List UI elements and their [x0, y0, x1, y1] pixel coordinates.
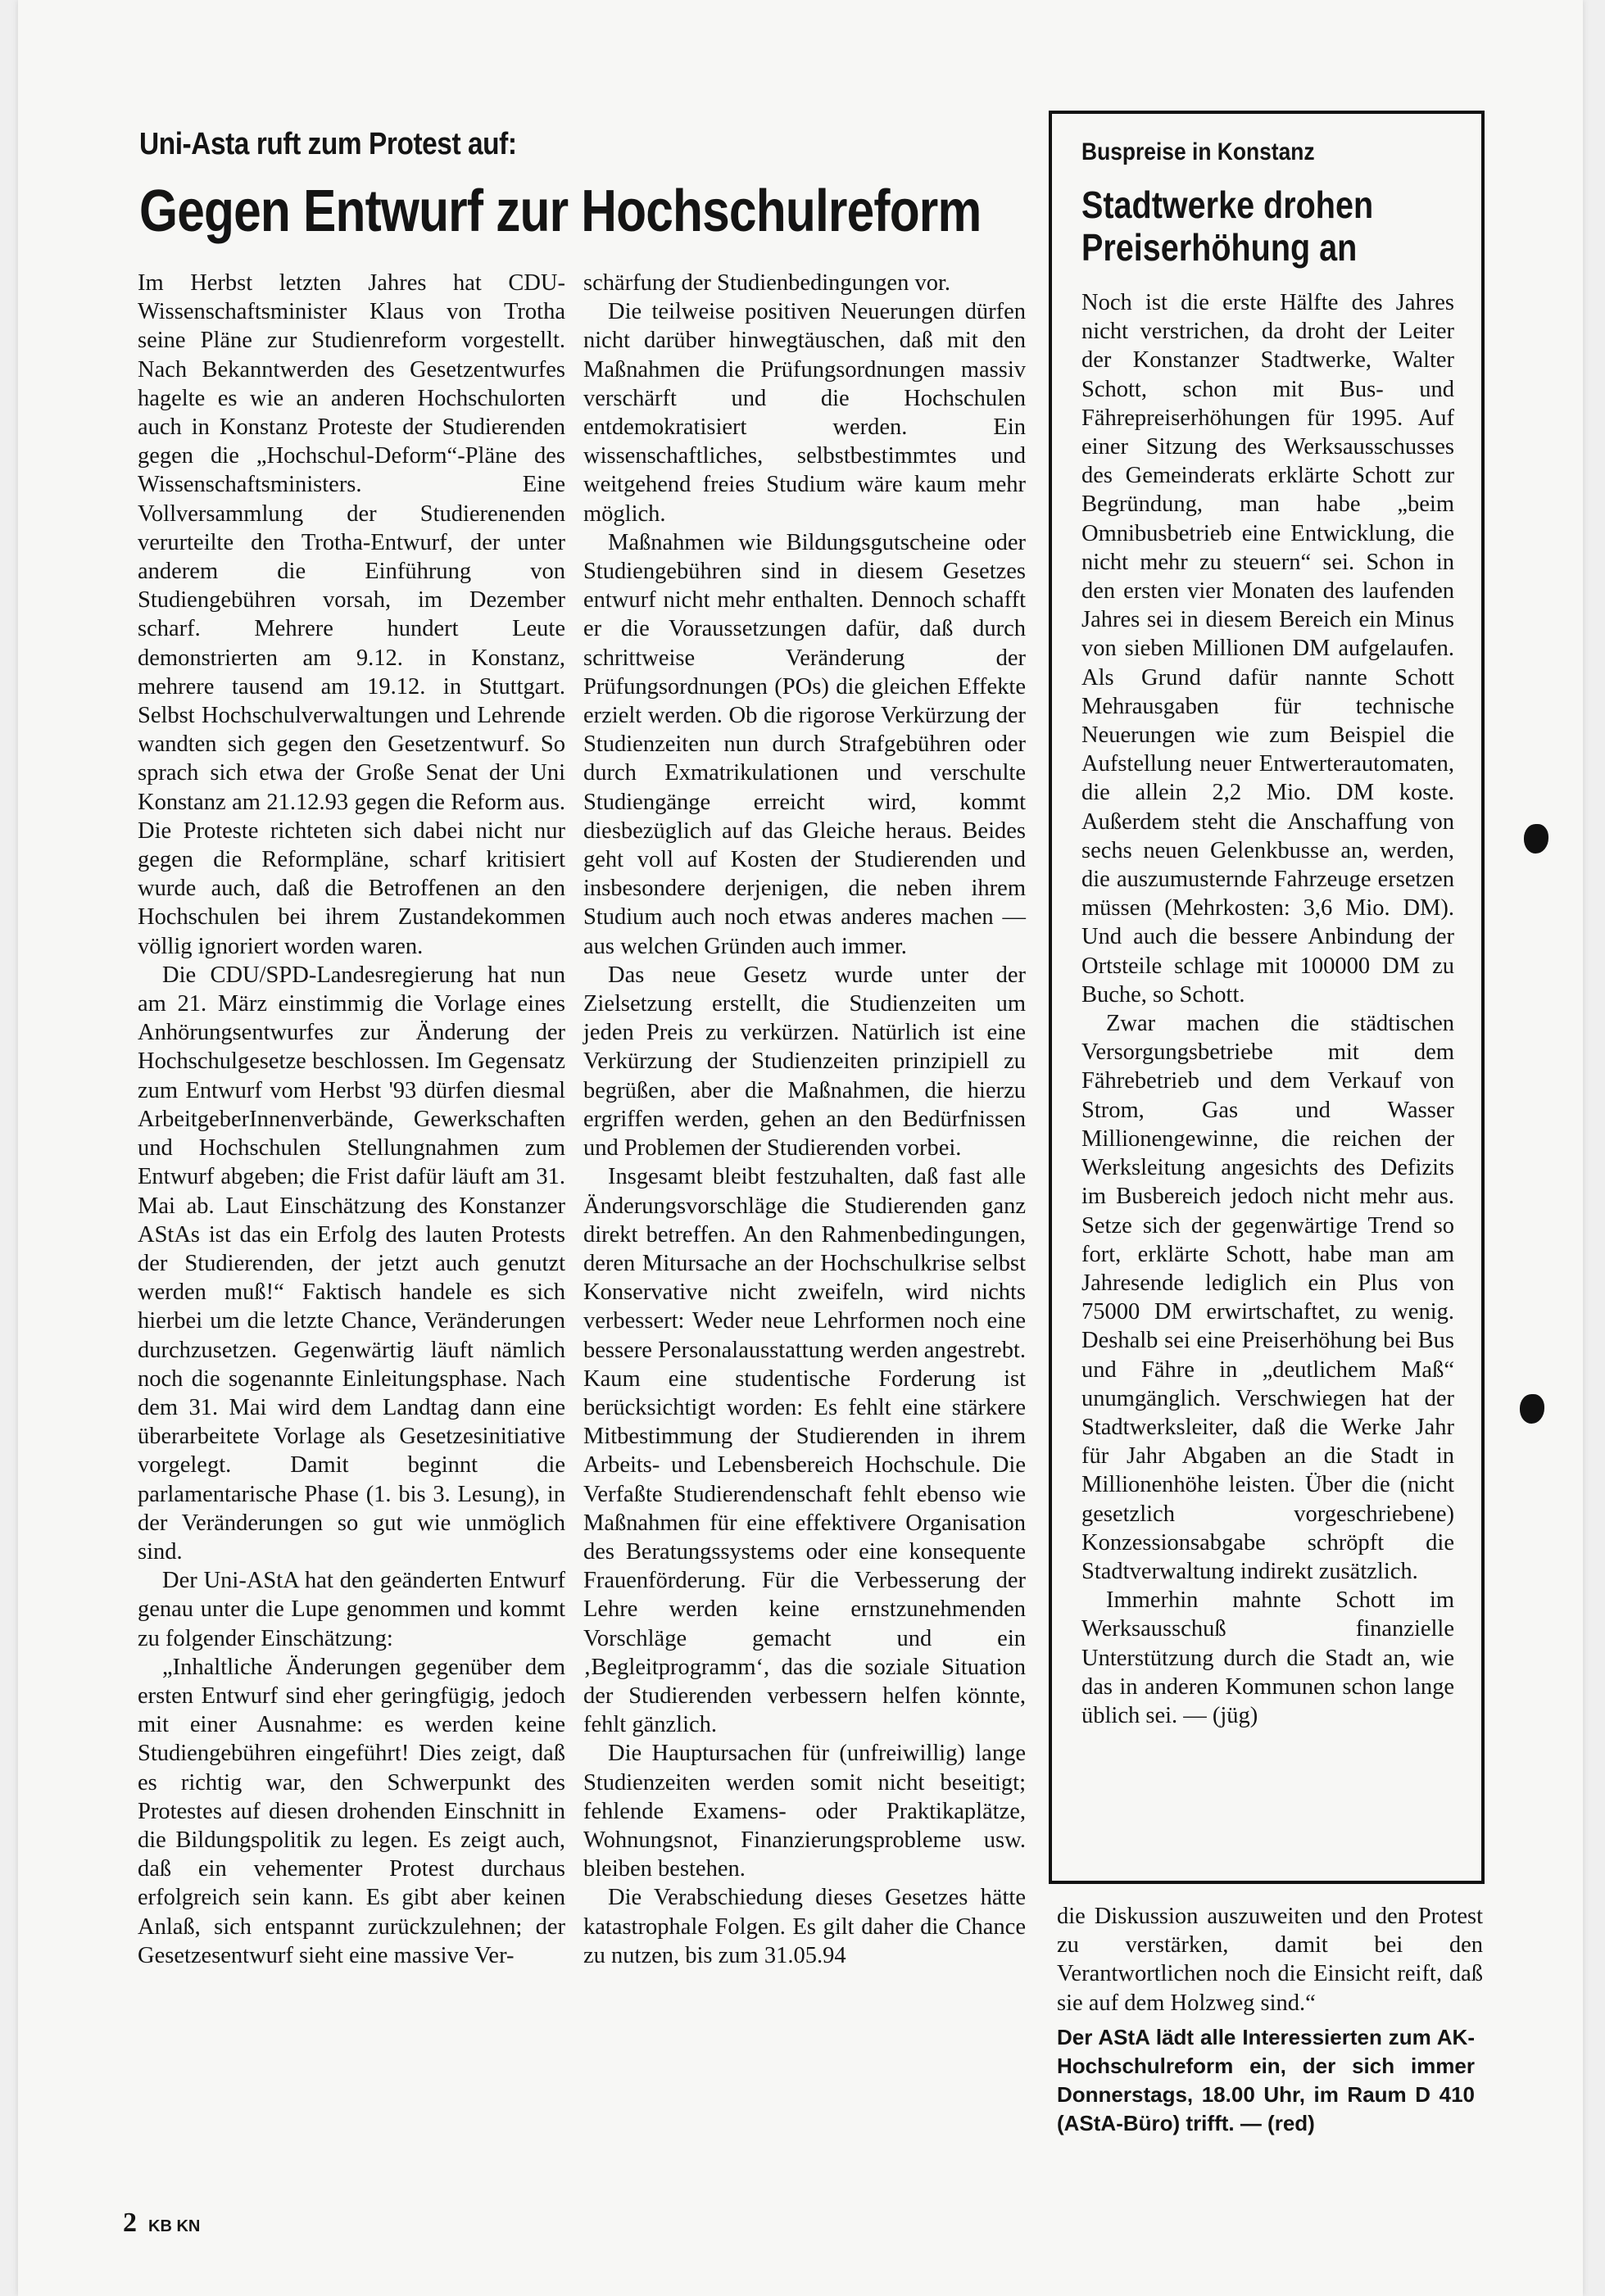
asta-notice: Der AStA lädt alle Interessierten zum AK-Hochschulreform ein, der sich immer Donnerstags, 18.00 Uhr, im Raum D 410 (AStA-Büro) trifft. — (red)	[1057, 2025, 1475, 2135]
paragraph: Zwar machen die städtischen Versorgungsbetriebe mit dem Fährebetrieb und dem Verkauf von Strom, Gas und Wasser Millionengewinne, die reichen der Werksleitung angesichts des Defizits im Busbereich jedoch nicht mehr aus. Setze sich der gegenwärtige Trend so fort, erklärte Schott, habe man am Jahresende lediglich ein Plus von 75000 DM erwirtschaftet, zu wenig. Deshalb sei eine Preiserhöhung bei Bus und Fähre in „deutlichem Maß“ unumgänglich. Verschwiegen hat der Stadtwerksleiter, daß die Werke Jahr für Jahr Abgaben an die Stadt in Millionenhöhe leisten. Über die (nicht gesetzlich vorgeschriebene) Konzessionsabgabe schröpft die Stadtverwaltung indirekt zusätzlich.	[1081, 1011, 1454, 1584]
paragraph: Die Verabschiedung dieses Gesetzes hätte katastrophale Folgen. Es gilt daher die Chance zu nutzen, bis zum 31.05.94	[583, 1885, 1026, 1968]
paragraph: „Inhaltliche Änderungen gegenüber dem ersten Entwurf sind eher geringfügig, jedoch mit einer Ausnahme: es werden keine Studiengebühren eingeführt! Dies zeigt, daß es richtig war, den Schwerpunkt des Protestes auf diesen drohenden Einschnitt in die Bildungspolitik zu legen. Es zeigt auch, daß ein vehementer Protest durchaus erfolgreich sein kann. Es gibt aber keinen Anlaß, sich entspannt zurückzulehnen; der Gesetzesentwurf sieht eine massive Ver-	[138, 1654, 565, 1968]
paragraph: Insgesamt bleibt festzuhalten, daß fast alle Änderungsvorschläge die Studierenden ganz direkt betreffen. An den Rahmenbedingungen, deren Mitursache an der Hochschulkrise selbst Konservative nicht zweifeln, wird nichts verbessert: Weder neue Lehrformen noch eine bessere Personalausstattung werden angestrebt. Kaum eine studentische Forderung ist berücksichtigt worden: Es fehlt eine stärkere Mitbestimmung der Studierenden in ihrem Arbeits- und Lebensbereich Hochschule. Die Verfaßte Studierendenschaft fehlt ebenso wie Maßnahmen für eine effektivere Organisation des Beratungssystems oder eine konsequente Frauenförderung. Für die Verbesserung der Lehre werden keine ernstzunehmenden Vorschläge gemacht und ein ‚Begleitprogramm‘, das die soziale Situation der Studierenden verbessern helfen könnte, fehlt gänzlich.	[583, 1164, 1026, 1738]
paragraph: Der Uni-AStA hat den geänderten Entwurf genau unter die Lupe genommen und kommt zu folgender Einschätzung:	[138, 1568, 565, 1651]
article-kicker: Uni-Asta ruft zum Protest auf:	[139, 127, 517, 161]
article-headline: Gegen Entwurf zur Hochschulreform	[139, 179, 982, 244]
sidebar-headline: Stadtwerke drohen Preiserhöhung an	[1081, 183, 1374, 269]
paragraph: Die Hauptursachen für (unfreiwillig) lange Studienzeiten werden somit nicht beseitigt; fehlende Examens- oder Praktikaplätze, Wohnungsnot, Finanzierungsprobleme usw. bleiben bestehen.	[583, 1741, 1026, 1882]
sidebar-box	[1049, 111, 1485, 1884]
paragraph: die Diskussion auszuweiten und den Protest zu verstärken, damit bei den Verantwortlichen noch die Einsicht reift, daß sie auf dem Holzweg sind.“	[1057, 1904, 1483, 2016]
paragraph: Die CDU/SPD-Landesregierung hat nun am 21. März einstimmig die Vorlage eines Anhörungsentwurfes zur Änderung der Hochschulgesetze beschlossen. Im Gegensatz zum Entwurf vom Herbst '93 dürfen diesmal ArbeitgeberInnenverbände, Gewerkschaften und Hochschulen Stellungnahmen zum Entwurf abgeben; die Frist dafür läuft am 31. Mai ab. Laut Einschätzung des Konstanzer AStAs ist das ein Erfolg des lauten Protests der Studierenden, der jetzt auch genutzt werden muß!“ Faktisch handele es sich hierbei um die letzte Chance, Veränderungen durchzusetzen. Gegenwärtig läuft nämlich noch die sogenannte Einleitungsphase. Nach dem 31. Mai wird dem Landtag dann eine überarbeitete Vorlage als Gesetzesinitiative vorgelegt. Damit beginnt die parlamentarische Phase (1. bis 3. Lesung), in der Veränderungen so gut wie unmöglich sind.	[138, 962, 565, 1565]
article-column-3	[1057, 1902, 1483, 2017]
paragraph: Das neue Gesetz wurde unter der Zielsetzung erstellt, die Studienzeiten um jeden Preis zu verkürzen. Natürlich ist eine Verkürzung der Studienzeiten prinzipiell zu begrüßen, aber die Maßnahmen, die hierzu ergriffen werden, gehen an den Bedürfnissen und Problemen der Studierenden vorbei.	[583, 962, 1026, 1162]
article-column-2	[583, 269, 1026, 1970]
article-column-1	[138, 269, 565, 1970]
page-footer	[123, 2208, 200, 2239]
paragraph: Maßnahmen wie Bildungsgutscheine oder Studiengebühren sind in diesem Gesetzes entwurf nicht mehr enthalten. Dennoch schafft er die Voraussetzungen dafür, daß durch schrittweise Veränderung der Prüfungsordnungen (POs) die gleichen Effekte erzielt werden. Ob die rigorose Verkürzung der Studienzeiten nun durch Strafgebühren oder durch Exmatrikulationen und verschulte Studiengänge erreicht wird, kommt diesbezüglich auf das Gleiche heraus. Beides geht voll auf Kosten der Studierenden und insbesondere derjenigen, die neben ihrem Studium auch noch etwas anderes machen — aus welchen Gründen auch immer.	[583, 529, 1026, 959]
paragraph: Immerhin mahnte Schott im Werksausschuß finanzielle Unterstützung durch die Stadt an, wie das in anderen Kommunen schon lange üblich sei. — (jüg)	[1081, 1587, 1454, 1728]
sidebar-body	[1081, 288, 1454, 1730]
paragraph: Die teilweise positiven Neuerungen dürfen nicht darüber hinwegtäuschen, daß mit den Maßnahmen die Prüfungsordnungen massiv verschärft und die Hochschulen entdemokratisiert werden. Ein wissenschaftliches, selbstbestimmtes und weitgehend freies Studium wäre kaum mehr möglich.	[583, 299, 1026, 527]
paragraph: Im Herbst letzten Jahres hat CDU-Wissenschaftsminister Klaus von Trotha seine Pläne zur Studienreform vorgestellt. Nach Bekanntwerden des Gesetzentwurfes hagelte es wie an anderen Hochschulorten auch in Konstanz Proteste der Studierenden gegen die „Hochschul-Deform“-Pläne des Wissenschaftsministers. Eine Vollversammlung der Studierenenden verurteilte den Trotha-Entwurf, der unter anderem die Einführung von Studiengebühren vorsah, im Dezember scharf. Mehrere hundert Leute demonstrierten am 9.12. in Konstanz, mehrere tausend am 19.12. in Stuttgart. Selbst Hochschulverwaltungen und Lehrende wandten sich gegen den Gesetzentwurf. So sprach sich etwa der Große Senat der Uni Konstanz am 21.12.93 gegen die Reform aus. Die Proteste richteten sich dabei nicht nur gegen die Reformpläne, scharf kritisiert wurde auch, daß die Betroffenen an den Hochschulen bei ihrem Zustandekommen völlig ignoriert worden waren.	[138, 270, 565, 959]
page-number: 2	[123, 2208, 137, 2238]
paragraph: schärfung der Studienbedingungen vor.	[583, 270, 950, 296]
sidebar-kicker: Buspreise in Konstanz	[1081, 138, 1315, 165]
publication-label: KB KN	[148, 2217, 201, 2235]
paragraph: Noch ist die erste Hälfte des Jahres nicht verstrichen, da droht der Leiter der Konstanzer Stadtwerke, Walter Schott, schon mit Bus- und Fährepreiserhöhungen für 1995. Auf einer Sitzung des Werksausschusses des Gemeinderats erklärte Schott zur Begründung, man habe „beim Omnibusbetrieb eine Entwicklung, die nicht mehr zu steuern“ sei. Schon in den ersten vier Monaten des laufenden Jahres sei in diesem Bereich ein Minus von sieben Millionen DM aufgelaufen. Als Grund dafür nannte Schott Mehrausgaben für technische Neuerungen wie zum Beispiel die Aufstellung neuer Entwerterautomaten, die allein 2,2 Mio. DM koste. Außerdem steht die Anschaffung von sechs neuen Gelenkbusse an, werden, die auszumusternde Fahrzeuge ersetzen müssen (Mehrkosten: 3,6 Mio. DM). Und auch die bessere Anbindung der Ortsteile schlage mit 100000 DM zu Buche, so Schott.	[1081, 290, 1454, 1008]
